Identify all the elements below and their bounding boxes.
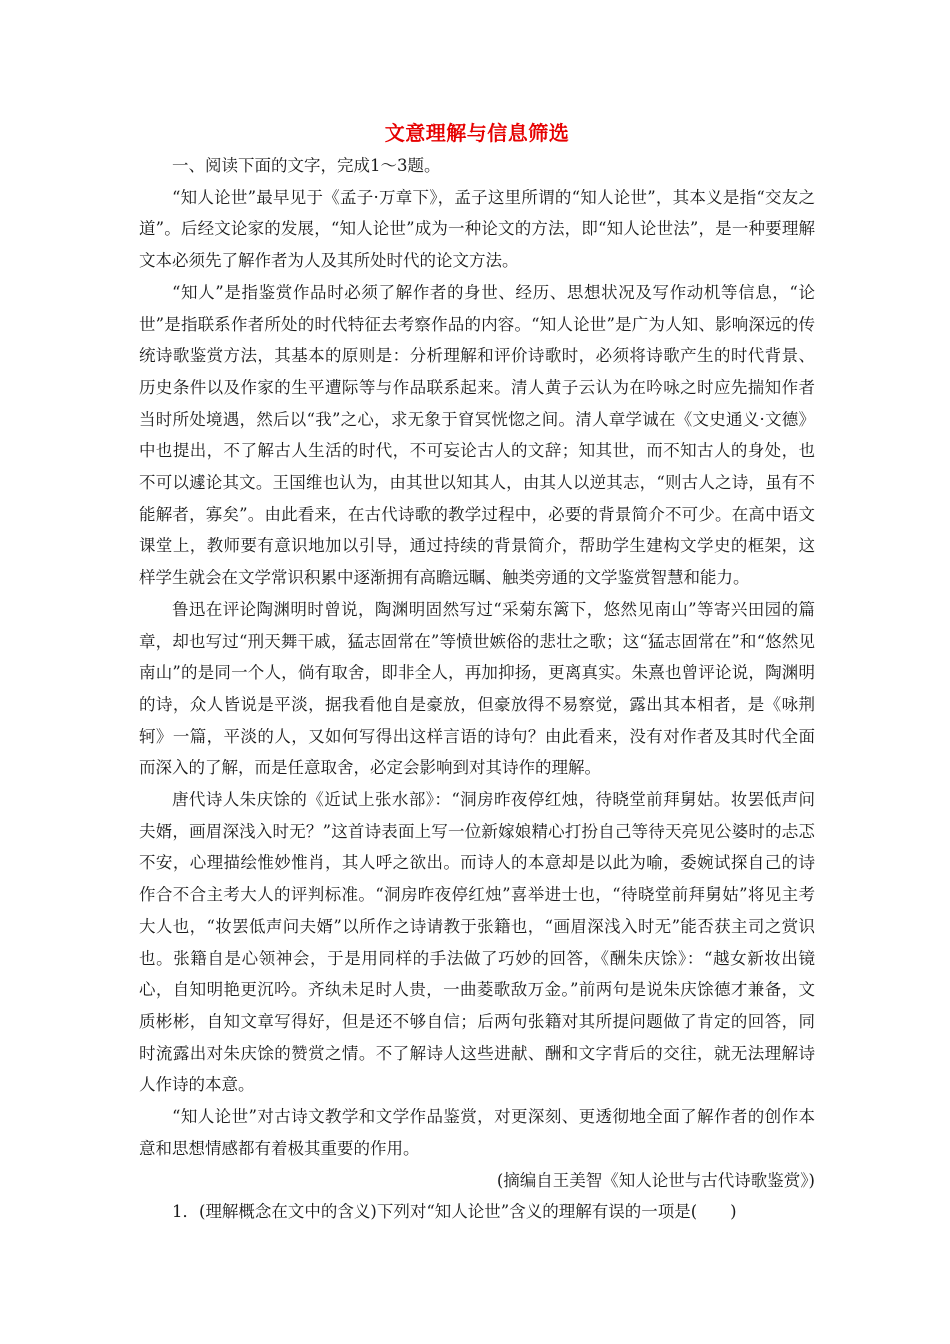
paragraph: 鲁迅在评论陶渊明时曾说，陶渊明固然写过“采菊东篱下，悠然见南山”等寄兴田园的篇章，却也写过“刑天舞干戚，猛志固常在”等愤世嫉俗的悲壮之歌；这“猛志固常在”和“悠然见南山”的是同一个人，倘有取舍，即非全人，再加抑扬，更离真实。朱熹也曾评论说，陶渊明的诗，众人皆说是平淡，据我看他自是豪放，但豪放得不易察觉，露出其本相者，是《咏荆轲》一篇，平淡的人，又如何写得出这样言语的诗句？由此看来，没有对作者及其时代全面而深入的了解，而是任意取舍，必定会影响到对其诗作的理解。 [139,599,815,778]
paragraph: “知人”是指鉴赏作品时必须了解作者的身世、经历、思想状况及写作动机等信息，“论世”是指联系作者所处的时代特征去考察作品的内容。“知人论世”是广为人知、影响深远的传统诗歌鉴赏方法，其基本的原则是：分析理解和评价诗歌时，必须将诗歌产生的时代背景、历史条件以及作家的生平遭际等与作品联系起来。清人黄子云认为在吟咏之时应先揣知作者当时所处境遇，然后以“我”之心，求无象于窅冥恍惚之间。清人章学诚在《文史通义·文德》中也提出，不了解古人生活的时代，不可妄论古人的文辞；知其世，而不知古人的身处，也不可以遽论其文。王国维也认为，由其世以知其人，由其人以逆其志，“则古人之诗，虽有不能解者，寡矣”。由此看来，在古代诗歌的教学过程中，必要的背景简介不可少。在高中语文课堂上，教师要有意识地加以引导，通过持续的背景简介，帮助学生建构文学史的框架，这样学生就会在文学常识积累中逐渐拥有高瞻远瞩、触类旁通的文学鉴赏智慧和能力。 [139,282,815,588]
paragraph: 唐代诗人朱庆馀的《近试上张水部》：“洞房昨夜停红烛，待晓堂前拜舅姑。妆罢低声问夫婿，画眉深浅入时无？”这首诗表面上写一位新嫁娘精心打扮自己等待天亮见公婆时的忐忑不安，心理描绘惟妙惟肖，其人呼之欲出。而诗人的本意却是以此为喻，委婉试探自己的诗作合不合主考大人的评判标准。“洞房昨夜停红烛”喜举进士也，“待晓堂前拜舅姑”将见主考大人也，“妆罢低声问夫婿”以所作之诗请教于张籍也，“画眉深浅入时无”能否获主司之赏识也。张籍自是心领神会，于是用同样的手法做了巧妙的回答，《酬朱庆馀》：“越女新妆出镜心，自知明艳更沉吟。齐纨未足时人贵，一曲菱歌敌万金。”前两句是说朱庆馀德才兼备，文质彬彬，自知文章写得好，但是还不够自信；后两句张籍对其所提问题做了肯定的回答，同时流露出对朱庆馀的赞赏之情。不了解诗人这些进献、酬和文字背后的交往，就无法理解诗人作诗的本意。 [139,790,815,1095]
document-title: 文意理解与信息筛选 [384,121,570,145]
paragraph: “知人论世”对古诗文教学和文学作品鉴赏，对更深刻、更透彻地全面了解作者的创作本意和思想情感都有着极其重要的作用。 [139,1107,815,1158]
paragraph: “知人论世”最早见于《孟子·万章下》，孟子这里所谓的“知人论世”，其本义是指“交友之道”。后经文论家的发展，“知人论世”成为一种论文的方法，即“知人论世法”，是一种要理解文本必须先了解作者为人及其所处时代的论文方法。 [139,187,815,271]
question-1: 1．(理解概念在文中的含义)下列对“知人论世”含义的理解有误的一项是( ) [172,1202,737,1222]
instruction-text: 一、阅读下面的文字，完成1～3题。 [172,156,441,175]
source-citation: (摘编自王美智《知人论世与古代诗歌鉴赏》) [496,1170,815,1190]
document-page [139,118,815,1228]
